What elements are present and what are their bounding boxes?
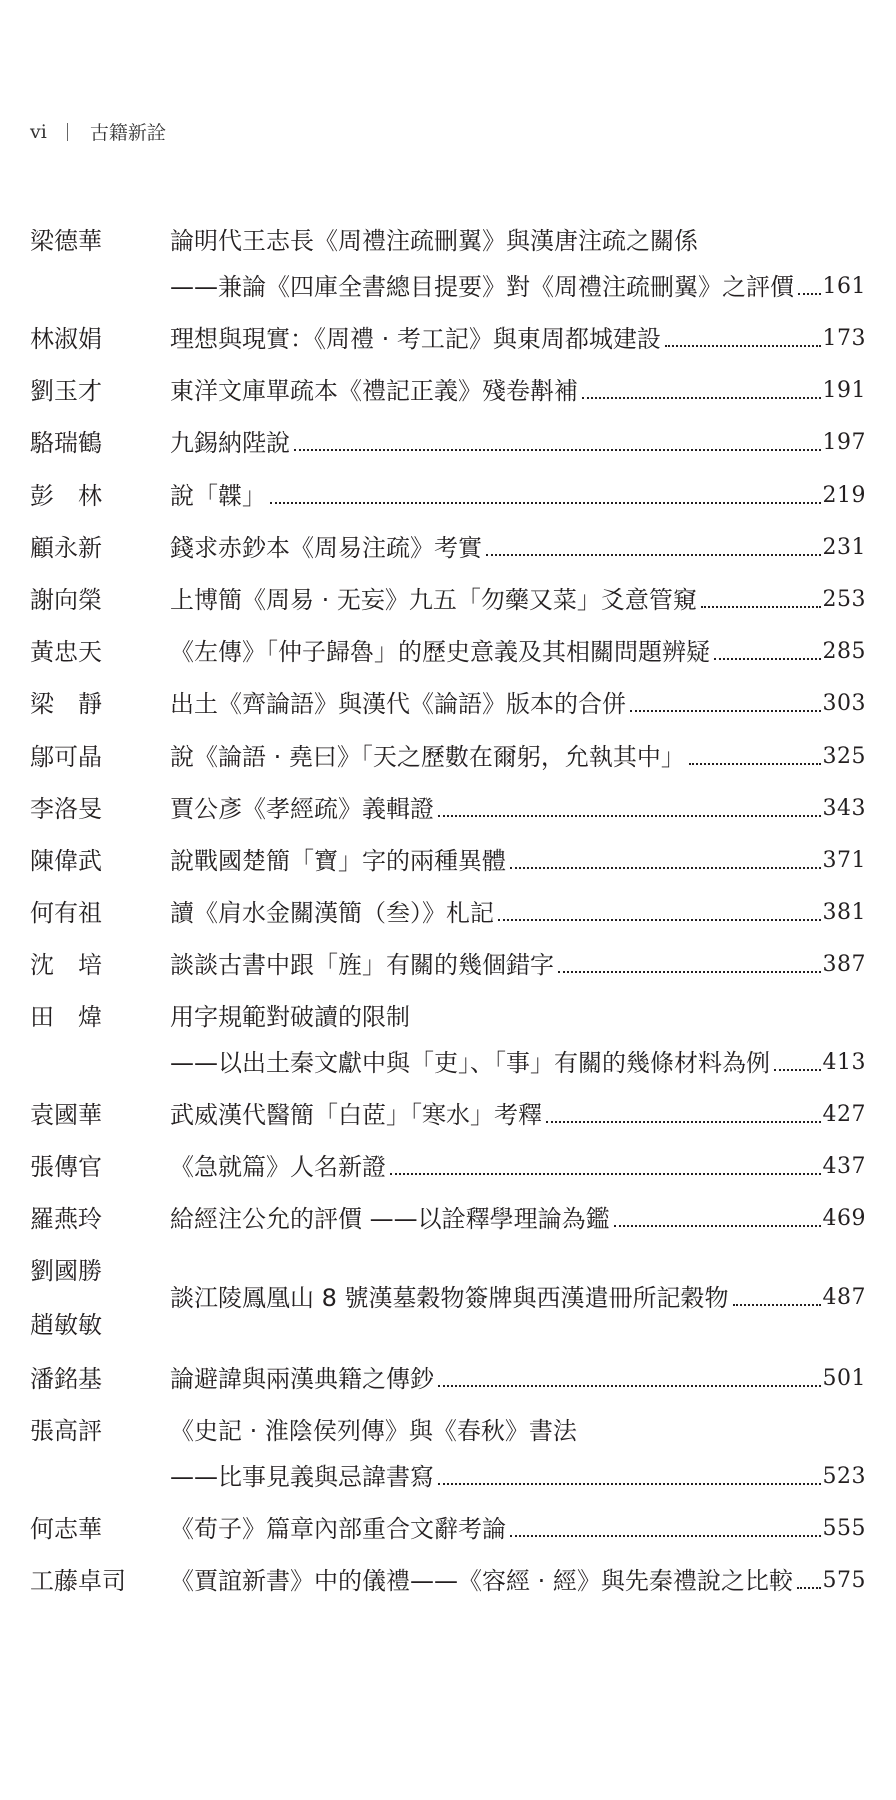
- toc-title-line: [170, 1002, 866, 1032]
- dot-leader: [294, 446, 821, 451]
- toc-title: 給經注公允的評價 ——以詮釋學理論為鑑: [170, 1205, 610, 1233]
- toc-page-number: 191: [822, 378, 866, 403]
- toc-page-number: 555: [822, 1516, 866, 1541]
- toc-title: 論避諱與兩漢典籍之傳鈔: [170, 1365, 434, 1393]
- toc-title: 理想與現實：《周禮 · 考工記》與東周都城建設: [170, 325, 661, 353]
- toc-page-number: 427: [822, 1102, 866, 1127]
- toc-page-number: 231: [822, 535, 866, 560]
- toc-page-number: 487: [822, 1285, 866, 1310]
- toc-author: 顧永新: [30, 534, 102, 562]
- toc-page-number: 501: [822, 1366, 866, 1391]
- dot-leader: [486, 551, 821, 556]
- toc-title: 《賈誼新書》中的儀禮——《容經 · 經》與先秦禮說之比較: [170, 1567, 793, 1595]
- toc-title-line: [170, 846, 866, 876]
- toc-page-number: 303: [822, 691, 866, 716]
- toc-author: 張傳官: [30, 1153, 102, 1181]
- toc-author: 李洛旻: [30, 795, 102, 823]
- toc-subtitle: ——兼論《四庫全書總目提要》對《周禮注疏刪翼》之評價: [170, 273, 794, 301]
- toc-author: 潘銘基: [30, 1365, 102, 1393]
- toc-title-line: [170, 585, 866, 615]
- toc-page-number: 343: [822, 796, 866, 821]
- toc-page-number: 381: [822, 900, 866, 925]
- toc-author: 陳偉武: [30, 847, 102, 875]
- toc-title: 用字規範對破讀的限制: [170, 1003, 410, 1031]
- toc-subtitle: ——比事見義與忌諱書寫: [170, 1463, 434, 1491]
- dot-leader: [689, 760, 821, 765]
- toc-page-number: 575: [822, 1568, 866, 1593]
- toc-author: 沈 培: [30, 951, 102, 979]
- dot-leader: [270, 499, 821, 504]
- toc-author: 何志華: [30, 1515, 102, 1543]
- toc-page-number: 161: [822, 274, 866, 299]
- page-folio: vi: [30, 120, 47, 143]
- dot-leader: [798, 290, 821, 295]
- toc-author-second: 趙敏敏: [30, 1311, 102, 1339]
- toc-title-line: [170, 1364, 866, 1394]
- toc-title: 上博簡《周易 · 无妄》九五「勿藥又菜」爻意管窺: [170, 586, 697, 614]
- toc-title: 說「韘」: [170, 482, 266, 510]
- toc-title-line: [170, 689, 866, 719]
- toc-title-line: [170, 481, 866, 511]
- toc-title: 談談古書中跟「旌」有關的幾個錯字: [170, 951, 554, 979]
- toc-title: 《荀子》篇章內部重合文辭考論: [170, 1515, 506, 1543]
- book-title: 古籍新詮: [89, 122, 166, 144]
- toc-title: 東洋文庫單疏本《禮記正義》殘卷斠補: [170, 377, 578, 405]
- toc-title-line: [170, 1566, 866, 1596]
- toc-page-number: 285: [822, 639, 866, 664]
- toc-author: 黃忠天: [30, 638, 102, 666]
- toc-subtitle: ——以出土秦文獻中與「吏」、「事」有關的幾條材料為例: [170, 1049, 770, 1077]
- dot-leader: [438, 1382, 821, 1387]
- toc-title: 九錫納陛說: [170, 429, 290, 457]
- header-divider: [67, 123, 68, 141]
- dot-leader: [582, 394, 821, 399]
- toc-title-line: [170, 898, 866, 928]
- toc-page-number: 253: [822, 587, 866, 612]
- dot-leader: [438, 1480, 821, 1485]
- dot-leader: [510, 1532, 821, 1537]
- dot-leader: [665, 342, 821, 347]
- toc-title: 出土《齊論語》與漢代《論語》版本的合併: [170, 690, 626, 718]
- dot-leader: [438, 812, 821, 817]
- toc-author: 工藤卓司: [30, 1567, 126, 1595]
- toc-subtitle-line: [170, 272, 866, 302]
- toc-title: 《史記 · 淮陰侯列傳》與《春秋》書法: [170, 1417, 577, 1445]
- running-head: [30, 118, 166, 145]
- toc-page-number: 413: [822, 1050, 866, 1075]
- toc-author: 劉國勝: [30, 1257, 102, 1285]
- toc-author: 田 煒: [30, 1003, 102, 1031]
- toc-page-number: 325: [822, 744, 866, 769]
- dot-leader: [701, 603, 821, 608]
- toc-title-line: [170, 226, 866, 256]
- toc-title: 說《論語 · 堯曰》「天之歷數在爾躬，允執其中」: [170, 743, 685, 771]
- toc-page-number: 173: [822, 326, 866, 351]
- toc-author: 劉玉才: [30, 377, 102, 405]
- toc-page-number: 371: [822, 848, 866, 873]
- dot-leader: [614, 1222, 821, 1227]
- dot-leader: [774, 1066, 821, 1071]
- toc-title: 說戰國楚簡「寶」字的兩種異體: [170, 847, 506, 875]
- toc-title: 武威漢代醫簡「白茝」「寒水」考釋: [170, 1101, 542, 1129]
- toc-author: 何有祖: [30, 899, 102, 927]
- toc-page-number: 523: [822, 1464, 866, 1489]
- toc-author: 梁德華: [30, 227, 102, 255]
- dot-leader: [797, 1584, 821, 1589]
- toc-title-line: [170, 1204, 866, 1234]
- toc-title: 談江陵鳳凰山 8 號漢墓穀物簽牌與西漢遣冊所記穀物: [170, 1284, 729, 1312]
- toc-author: 謝向榮: [30, 586, 102, 614]
- dot-leader: [498, 916, 821, 921]
- toc-title-line: [170, 1283, 866, 1313]
- toc-author: 梁 靜: [30, 690, 102, 718]
- toc-title: 錢求赤鈔本《周易注疏》考實: [170, 534, 482, 562]
- toc-author: 駱瑞鶴: [30, 429, 102, 457]
- dot-leader: [558, 968, 821, 973]
- toc-title-line: [170, 428, 866, 458]
- toc-title: 《急就篇》人名新證: [170, 1153, 386, 1181]
- toc-title: 讀《肩水金關漢簡（叁）》札記: [170, 899, 494, 927]
- dot-leader: [510, 864, 821, 869]
- toc-title-line: [170, 324, 866, 354]
- toc-title-line: [170, 1100, 866, 1130]
- toc-page-number: 437: [822, 1154, 866, 1179]
- toc-page-number: 219: [822, 483, 866, 508]
- toc-subtitle-line: [170, 1048, 866, 1078]
- toc-title: 《左傳》「仲子歸魯」的歷史意義及其相關問題辨疑: [170, 638, 710, 666]
- dot-leader: [733, 1301, 821, 1306]
- toc-title: 論明代王志長《周禮注疏刪翼》與漢唐注疏之關係: [170, 227, 698, 255]
- toc-title-line: [170, 376, 866, 406]
- toc-title-line: [170, 1416, 866, 1446]
- dot-leader: [546, 1118, 821, 1123]
- dot-leader: [390, 1170, 821, 1175]
- toc-author: 張高評: [30, 1417, 102, 1445]
- toc-title-line: [170, 1152, 866, 1182]
- toc-title: 賈公彥《孝經疏》義輯證: [170, 795, 434, 823]
- dot-leader: [714, 655, 821, 660]
- dot-leader: [630, 707, 821, 712]
- toc-author: 林淑娟: [30, 325, 102, 353]
- toc-title-line: [170, 742, 866, 772]
- toc-title-line: [170, 950, 866, 980]
- toc-page-number: 469: [822, 1206, 866, 1231]
- toc-author: 羅燕玲: [30, 1205, 102, 1233]
- toc-author: 袁國華: [30, 1101, 102, 1129]
- toc-title-line: [170, 533, 866, 563]
- toc-title-line: [170, 637, 866, 667]
- toc-author: 鄔可晶: [30, 743, 102, 771]
- toc-subtitle-line: [170, 1462, 866, 1492]
- toc-page-number: 387: [822, 952, 866, 977]
- toc-title-line: [170, 1514, 866, 1544]
- toc-title-line: [170, 794, 866, 824]
- toc-page-number: 197: [822, 430, 866, 455]
- toc-author: 彭 林: [30, 482, 102, 510]
